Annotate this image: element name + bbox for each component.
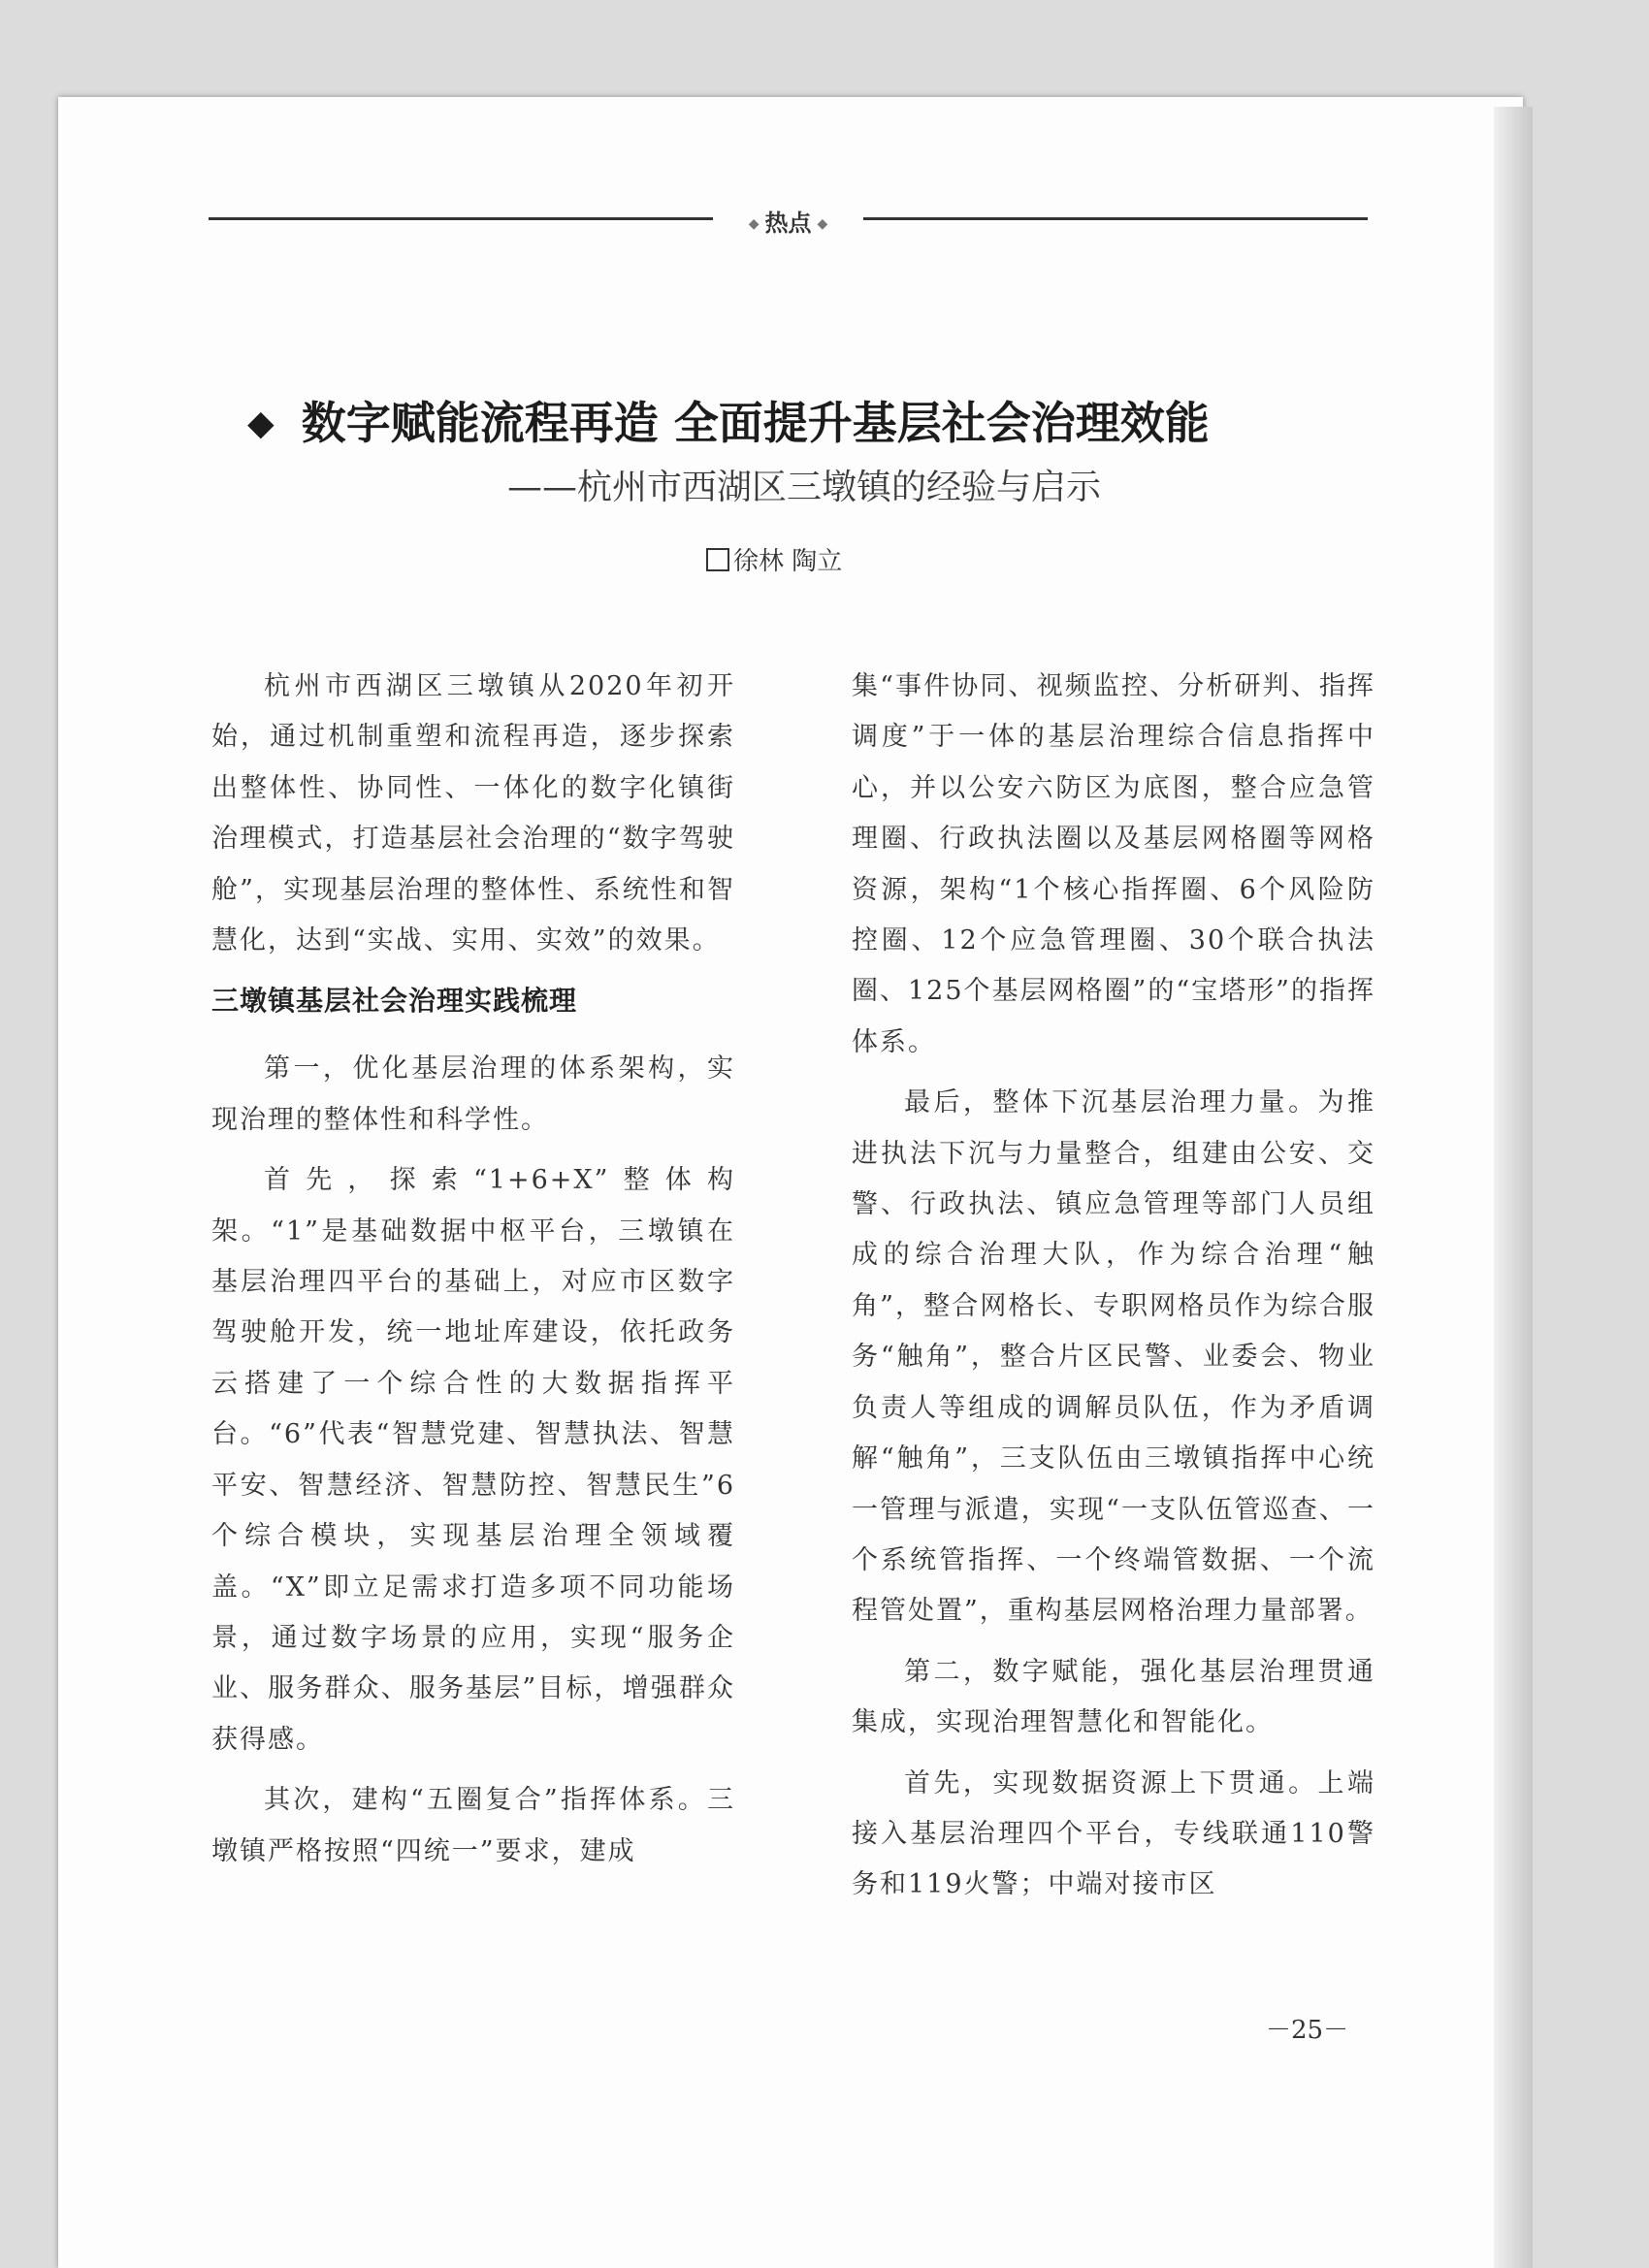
left-column xyxy=(211,662,735,1887)
article-subtitle: ——杭州市西湖区三墩镇的经验与启示 xyxy=(507,468,1102,507)
square-icon xyxy=(706,548,729,571)
section-tag xyxy=(713,204,863,238)
article-title xyxy=(247,388,1353,452)
section-header xyxy=(209,206,1368,235)
diamond-icon: ◆ xyxy=(817,216,828,232)
page-edge xyxy=(1494,107,1533,2268)
paragraph: 其次，建构“五圈复合”指挥体系。三墩镇严格按照“四统一”要求，建成 xyxy=(211,1785,735,1866)
authors-text: 徐林 陶立 xyxy=(733,547,843,576)
section-tag-label: 热点 xyxy=(764,210,812,237)
paragraph: 首先，实现数据资源上下贯通。上端接入基层治理四个平台，专线联通110警务和119火警；中端对接市区 xyxy=(852,1767,1375,1900)
section-heading: 三墩镇基层社会治理实践梳理 xyxy=(211,985,578,1018)
header-rule-right xyxy=(863,217,1368,220)
page-number: －25－ xyxy=(1266,2016,1349,2045)
article-title-text: 数字赋能流程再造 全面提升基层社会治理效能 xyxy=(301,397,1210,449)
paragraph-continued: 集“事件协同、视频监控、分析研判、指挥调度”于一体的基层治理综合信息指挥中心，并以公安六防区为底图，整合应急管理圈、行政执法圈以及基层网格圈等网格资源，架构“1个核心指挥圈、6个风险防控圈、12个应急管理圈、30个联合执法圈、125个基层网格圈”的“宝塔形”的指挥体系。 xyxy=(852,671,1375,1057)
diamond-bullet-icon: ◆ xyxy=(247,403,275,443)
right-column xyxy=(852,662,1375,1921)
diamond-icon: ◆ xyxy=(748,216,760,232)
paragraph: 第一，优化基层治理的体系架构，实现治理的整体性和科学性。 xyxy=(211,1053,735,1135)
paragraph: 首先，探索“1+6+X”整体构架。“1”是基础数据中枢平台，三墩镇在基层治理四平台的基础上，对应市区数字驾驶舱开发，统一地址库建设，依托政务云搭建了一个综合性的大数据指挥平台。“6”代表“智慧党建、智慧执法、智慧平安、智慧经济、智慧防控、智慧民生”6个综合模块，实现基层治理全领域覆盖。“X”即立足需求打造多项不同功能场景，通过数字场景的应用，实现“服务企业、服务群众、服务基层”目标，增强群众获得感。 xyxy=(211,1165,735,1755)
header-rule-left xyxy=(209,217,713,220)
paragraph: 最后，整体下沉基层治理力量。为推进执法下沉与力量整合，组建由公安、交警、行政执法、镇应急管理等部门人员组成的综合治理大队，作为综合治理“触角”，整合网格长、专职网格员作为综合服务“触角”，整合片区民警、业委会、物业负责人等组成的调解员队伍，作为矛盾调解“触角”，三支队伍由三墩镇指挥中心统一管理与派遣，实现“一支队伍管巡查、一个系统管指挥、一个终端管数据、一个流程管处置”，重构基层网格治理力量部署。 xyxy=(852,1087,1375,1627)
paragraph: 第二，数字赋能，强化基层治理贯通集成，实现治理智慧化和智能化。 xyxy=(852,1656,1375,1738)
paragraph: 杭州市西湖区三墩镇从2020年初开始，通过机制重塑和流程再造，逐步探索出整体性、协同性、一体化的数字化镇街治理模式，打造基层社会治理的“数字驾驶舱”，实现基层治理的整体性、系统性和智慧化，达到“实战、实用、实效”的效果。 xyxy=(211,671,735,956)
article-authors xyxy=(706,541,997,577)
